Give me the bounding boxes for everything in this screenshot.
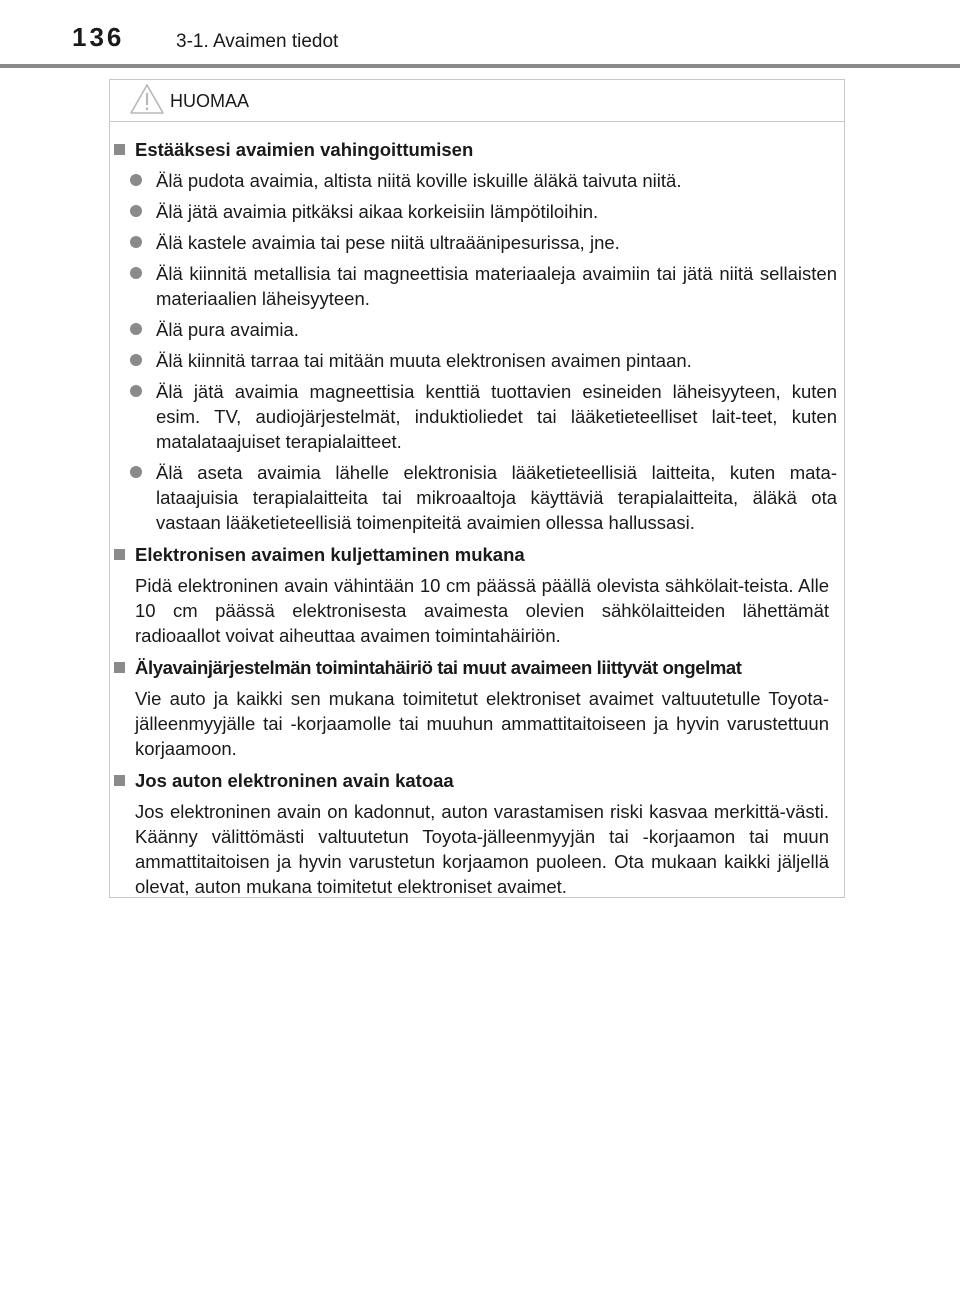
section-paragraph: Vie auto ja kaikki sen mukana toimitetut elektroniset avaimet valtuutetulle Toyota-jälleenmyyjälle tai -korjaamolle tai muuhun ammattitaitoiseen ja hyvin varustettuun korjaamoon.	[135, 688, 829, 759]
bullet-list	[110, 168, 844, 535]
round-bullet-icon	[130, 174, 142, 186]
section-heading	[110, 768, 844, 793]
notice-content	[110, 137, 844, 899]
round-bullet-icon	[130, 323, 142, 335]
square-bullet-icon	[114, 662, 125, 673]
list-item-text: Älä kiinnitä metallisia tai magneettisia materiaaleja avaimiin tai jätä niitä sellaisten materiaalien läheisyyteen.	[156, 263, 837, 309]
list-item-text: Älä kiinnitä tarraa tai mitään muuta elektronisen avaimen pintaan.	[156, 350, 692, 371]
round-bullet-icon	[130, 354, 142, 366]
list-item-text: Älä jätä avaimia pitkäksi aikaa korkeisiin lämpötiloihin.	[156, 201, 599, 222]
list-item	[110, 317, 844, 342]
square-bullet-icon	[114, 549, 125, 560]
list-item	[110, 460, 844, 535]
round-bullet-icon	[130, 236, 142, 248]
list-item-text: Älä pura avaimia.	[156, 319, 299, 340]
section-heading-text: Jos auton elektroninen avain katoaa	[135, 770, 454, 791]
section-paragraph: Pidä elektroninen avain vähintään 10 cm päässä päällä olevista sähkölait-teista. Alle 10 cm päässä elektronisesta avaimesta olevien sähkölaitteiden lähettämät radioaallot voivat aiheuttaa avaimen toimintahäiriön.	[135, 575, 829, 646]
round-bullet-icon	[130, 385, 142, 397]
section-2	[110, 542, 844, 648]
section-heading-text: Älyavainjärjestelmän toimintahäiriö tai muut avaimeen liittyvät ongelmat	[135, 657, 742, 678]
round-bullet-icon	[130, 205, 142, 217]
section-heading	[110, 137, 844, 162]
notice-title: HUOMAA	[170, 91, 250, 111]
list-item	[110, 348, 844, 373]
list-item-text: Älä aseta avaimia lähelle elektronisia lääketieteellisiä laitteita, kuten mata-lataajuisia terapialaitteita tai mikroaaltoja käyttäviä terapialaitteita, äläkä ota vastaan lääketieteellisiä toimenpiteitä avaimien ollessa hallussasi.	[156, 462, 837, 533]
section-3	[110, 655, 844, 761]
section-4	[110, 768, 844, 899]
header-rule	[0, 64, 960, 68]
warning-triangle-icon	[129, 83, 165, 115]
list-item	[110, 199, 844, 224]
list-item	[110, 168, 844, 193]
section-paragraph: Jos elektroninen avain on kadonnut, auton varastamisen riski kasvaa merkittä-västi. Käänny välittömästi valtuutetun Toyota-jälleenmyyjän tai -korjaamon tai muun ammattitaitoisen ja hyvin varustetun korjaamon puoleen. Ota mukaan kaikki jäljellä olevat, auton mukana toimitetut elektroniset avaimet.	[135, 801, 829, 897]
square-bullet-icon	[114, 775, 125, 786]
list-item	[110, 261, 844, 311]
square-bullet-icon	[114, 144, 125, 155]
round-bullet-icon	[130, 466, 142, 478]
list-item-text: Älä pudota avaimia, altista niitä koville iskuille äläkä taivuta niitä.	[156, 170, 682, 191]
section-heading	[110, 655, 844, 680]
list-item	[110, 230, 844, 255]
list-item-text: Älä jätä avaimia magneettisia kenttiä tuottavien esineiden läheisyyteen, kuten esim. TV, audiojärjestelmät, induktioliedet tai lääketieteelliset lait-teet, kuten matalataajuiset terapialaitteet.	[156, 381, 837, 452]
notice-box	[109, 79, 845, 898]
list-item	[110, 379, 844, 454]
list-item-text: Älä kastele avaimia tai pese niitä ultraäänipesurissa, jne.	[156, 232, 620, 253]
section-heading-text: Elektronisen avaimen kuljettaminen mukana	[135, 544, 525, 565]
section-title: 3-1. Avaimen tiedot	[176, 31, 339, 52]
section-1	[110, 137, 844, 535]
page-number: 136	[72, 22, 125, 52]
notice-header	[110, 80, 844, 122]
section-heading-text: Estääksesi avaimien vahingoittumisen	[135, 139, 474, 160]
section-heading	[110, 542, 844, 567]
round-bullet-icon	[130, 267, 142, 279]
